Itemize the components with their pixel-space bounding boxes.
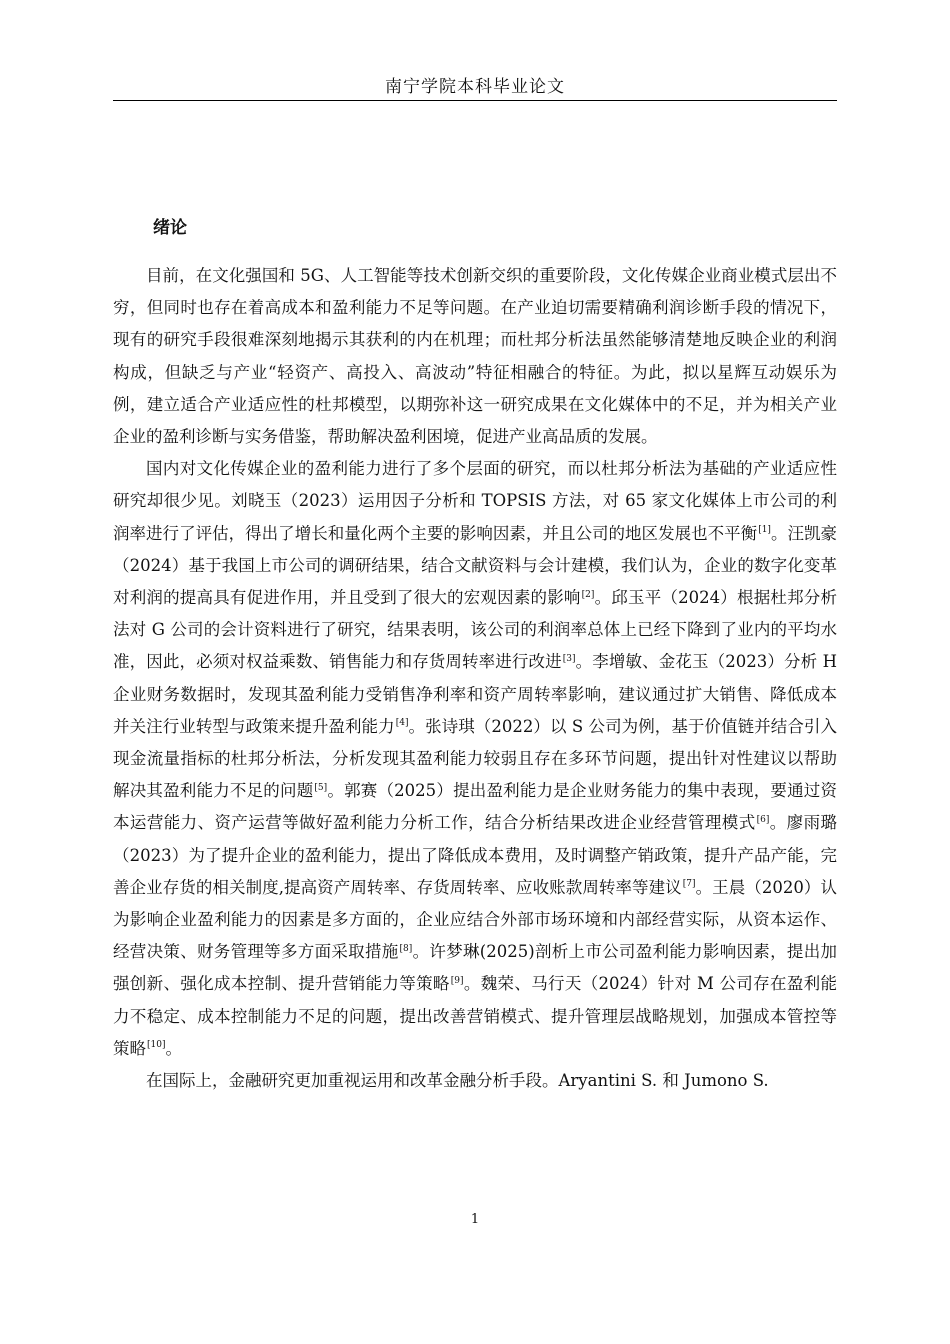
paragraph-text: 。王晨（2020）认为影响企业盈利能力的因素是多方面的，企业应结合外部市场环境和内部经营实际，从资本运作、经营决策、财务管理等多方面采取措施: [113, 877, 837, 962]
paragraph-text: 。李增敏、金花玉（2023）分析 H 企业财务数据时，发现其盈利能力受销售净利率和资产周转率影响，建议通过扩大销售、降低成本并关注行业转型与政策来提升盈利能力: [113, 652, 837, 736]
paragraph-text: 在国际上，金融研究更加重视运用和改革金融分析手段。Aryantini S. 和 Jumono S.: [146, 1071, 769, 1091]
paragraph-text: 。许梦琳(2025)剖析上市公司盈利能力影响因素，提出加强创新、强化成本控制、提升营销能力等策略: [113, 942, 837, 994]
citation-marker: [10]: [147, 1040, 166, 1051]
paragraph-text: 。: [165, 1038, 182, 1058]
citation-marker: [2]: [581, 589, 595, 600]
citation-marker: [3]: [562, 653, 576, 664]
paragraph-text: 。汪凯豪（2024）基于我国上市公司的调研结果，结合文献资料与会计建模，我们认为，企业的数字化变革对利润的提高具有促进作用，并且受到了很大的宏观因素的影响: [113, 523, 838, 608]
citation-marker: [6]: [756, 814, 770, 825]
paragraph-text: 国内对文化传媒企业的盈利能力进行了多个层面的研究，而以杜邦分析法为基础的产业适应性研究却很少见。刘晓玉（2023）运用因子分析和 TOPSIS 方法，对 65 家文化媒体上市公司的利润率进行了评估，得出了增长和量化两个主要的影响因素，并且公司的地区发展也不平衡: [113, 459, 837, 543]
citation-marker: [7]: [682, 879, 696, 890]
citation-marker: [9]: [450, 975, 464, 986]
header-rule: [113, 100, 837, 101]
body-text: [113, 260, 837, 1097]
page-number: 1: [470, 1212, 480, 1227]
paragraph-text: 目前，在文化强国和 5G、人工智能等技术创新交织的重要阶段，文化传媒企业商业模式层出不穷，但同时也存在着高成本和盈利能力不足等问题。在产业迫切需要精确利润诊断手段的情况下，现有的研究手段很难深刻地揭示其获利的内在机理；而杜邦分析法虽然能够清楚地反映企业的利润构成，但缺乏与产业“轻资产、高投入、高波动”特征相融合的特征。为此，拟以星辉互动娱乐为例，建立适合产业适应性的杜邦模型，以期弥补这一研究成果在文化媒体中的不足，并为相关产业企业的盈利诊断与实务借鉴，帮助解决盈利困境，促进产业高品质的发展。: [113, 266, 837, 447]
citation-marker: [4]: [395, 718, 409, 729]
paragraph-domestic-review: [113, 453, 837, 1065]
paragraph-text: 。廖雨璐（2023）为了提升企业的盈利能力，提出了降低成本费用，及时调整产销政策，提升产品产能，完善企业存货的相关制度,提高资产周转率、存货周转率、应收账款周转率等建议: [113, 813, 838, 897]
citation-marker: [8]: [399, 943, 413, 954]
citation-marker: [1]: [758, 525, 771, 536]
citation-marker: [5]: [314, 782, 328, 793]
paragraph-intro: [113, 260, 837, 453]
running-header: 南宁学院本科毕业论文: [385, 77, 565, 97]
paragraph-text: 。魏荣、马行天（2024）针对 M 公司存在盈利能力不稳定、成本控制能力不足的问题，提出改善营销模式、提升管理层战略规划，加强成本管控等策略: [113, 974, 837, 1058]
section-title: 绪论: [153, 218, 187, 238]
paragraph-text: 。郭赛（2025）提出盈利能力是企业财务能力的集中表现，要通过资本运营能力、资产运营等做好盈利能力分析工作，结合分析结果改进企业经营管理模式: [113, 781, 837, 833]
paragraph-international-review: [113, 1065, 837, 1097]
paragraph-text: 。邱玉平（2024）根据杜邦分析法对 G 公司的会计资料进行了研究，结果表明，该公司的利润率总体上已经下降到了业内的平均水准，因此，必须对权益乘数、销售能力和存货周转率进行改进: [113, 588, 837, 672]
paragraph-text: 。张诗琪（2022）以 S 公司为例，基于价值链并结合引入现金流量指标的杜邦分析法，分析发现其盈利能力较弱且存在多环节问题，提出针对性建议以帮助解决其盈利能力不足的问题: [113, 716, 837, 801]
